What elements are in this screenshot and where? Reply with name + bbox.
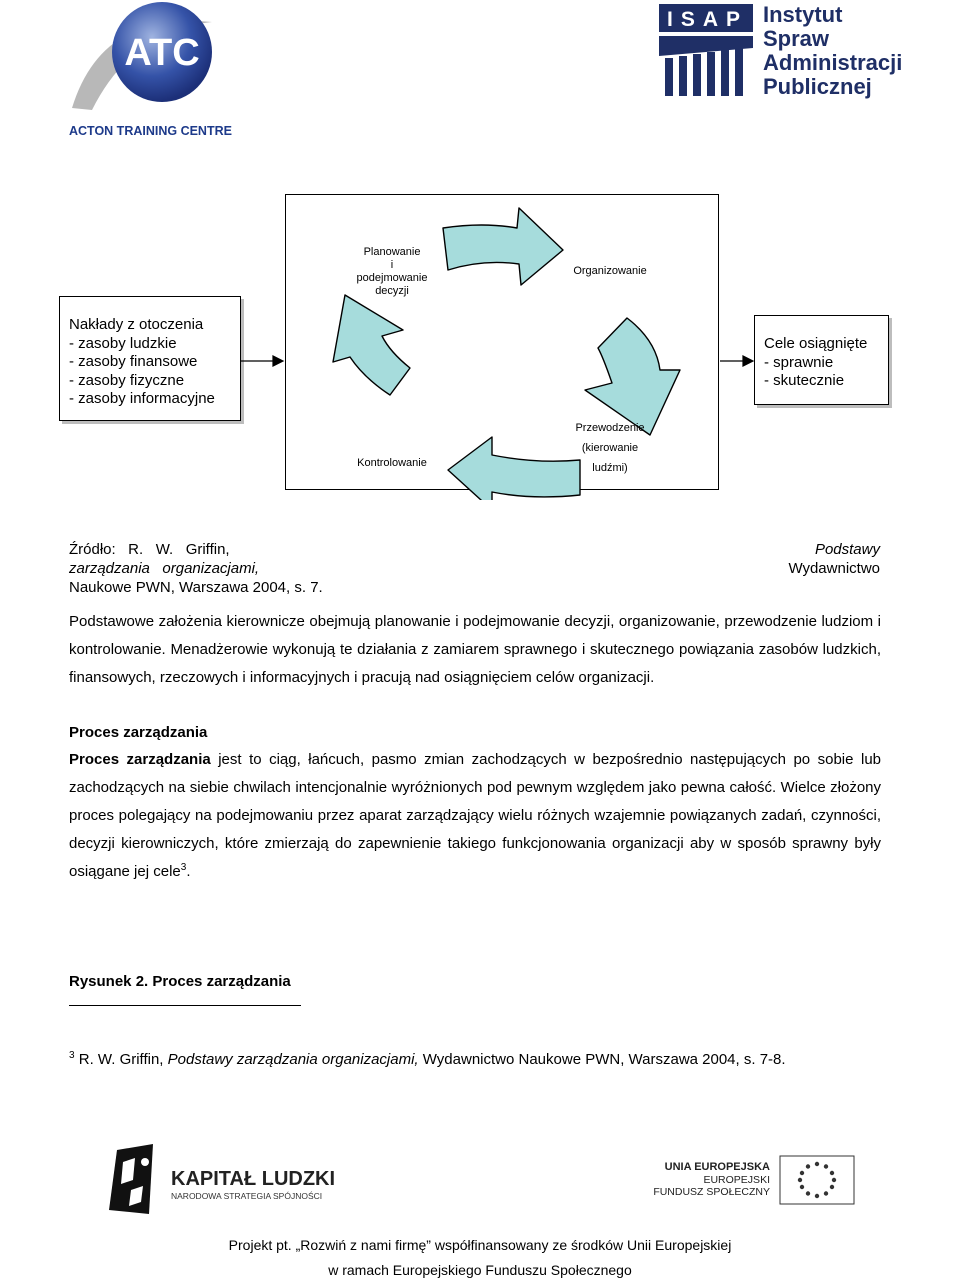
eu-logo [640, 1150, 860, 1210]
output-connector-arrowhead [743, 356, 753, 366]
source-left [69, 540, 323, 597]
eu-line-1: UNIA EUROPEJSKA [664, 1161, 770, 1173]
source-line-1: Źródło: R. W. Griffin, [69, 541, 230, 558]
source-right-line-1: Podstawy [814, 541, 880, 558]
footer-line-2: w ramach Europejskiego Funduszu Społecznego [328, 1262, 632, 1278]
cycle-arrow-left [333, 295, 410, 395]
paragraph-2-bold-lead: Proces zarządzania [69, 751, 211, 768]
source-line-3: Naukowe PWN, Warszawa 2004, s. 7. [69, 579, 323, 596]
output-line-2: - sprawnie [764, 353, 834, 371]
source-right [788, 540, 880, 578]
diagram-arrows [0, 180, 960, 500]
paragraph-1: Podstawowe założenia kierownicze obejmują planowanie i podejmowanie decyzji, organizowanie, przewodzenie ludziom i kontrolowanie. Menadżerowie wykonują te działania z zamiarem sprawnego i skutecznego powiązania zasobów ludzkich, finansowych, rzeczowych i informacyjnych i pracują nad osiągnięciem celów organizacji. [69, 613, 881, 686]
footnote-ref[interactable]: 3 [180, 862, 187, 873]
footnote: $^3$ R. W. Griffin, Podstawy zarządzania organizacjami, Wydawnictwo Naukowe PWN, Warszawa 2004, s. 7-8. [69, 1050, 786, 1068]
input-connector-arrowhead [273, 356, 283, 366]
atc-logo-text: ATC [124, 32, 200, 74]
isap-line-3: Administracji [763, 50, 903, 75]
source-line-2: zarządzania organizacjami, [69, 560, 260, 577]
isap-line-1: Instytut [763, 2, 843, 27]
isap-logo [655, 0, 925, 104]
eu-line-2: EUROPEJSKI [703, 1174, 770, 1186]
leading-label: Przewodzenie (kierowanie ludźmi) [575, 422, 645, 474]
eu-line-3: FUNDUSZ SPOŁECZNY [653, 1186, 770, 1198]
input-line-5: - zasoby informacyjne [69, 390, 215, 407]
input-line-3: - zasoby finansowe [69, 353, 198, 370]
output-line-1: Cele osiągnięte [764, 335, 868, 352]
input-line-2: - zasoby ludzkie [69, 334, 177, 352]
paragraph-2-text: jest to ciąg, łańcuch, pasmo zmian zachodzących w bezpośrednio następujących po sobie lub zachodzących na siebie chwilach intencjonalnie wyróżnionych pod pewnym względem jako pewna całość. Wielce złożony proces polegający na podejmowaniu przez aparat zarządzający wielu różnych wzajemnie powiązanych zadań, czynności, decyzji kierowniczych, które zmierzają do zapewnienie takiego funkcjonowania organizacji aby w sposób sprawny były osiągane jej cele [69, 751, 881, 880]
footnote-separator [69, 1005, 301, 1006]
planning-label: Planowanie i podejmowanie decyzji [356, 246, 428, 297]
footnote-number: 3 [69, 1050, 75, 1061]
output-line-3: - skutecznie [764, 372, 845, 389]
controlling-label: Kontrolowanie [357, 457, 427, 469]
organizing-label: Organizowanie [573, 265, 647, 277]
kl-title: KAPITAŁ LUDZKI [171, 1168, 336, 1190]
paragraph-2: Proces zarządzania jest to ciąg, łańcuch, pasmo zmian zachodzących w bezpośrednio następujących po sobie lub zachodzących na siebie chwilach intencjonalnie wyróżnionych pod pewnym względem jako pewna całość. Wielce złożony proces polegający na podejmowaniu przez aparat zarządzający wielu różnych wzajemnie powiązanych zadań, czynności, decyzji kierowniczych, które zmierzają do zapewnienie takiego funkcjonowania organizacji aby w sposób sprawny były osiągane jej cele$^3$. [69, 751, 881, 880]
atc-caption: ACTON TRAINING CENTRE [69, 124, 232, 138]
source-right-line-2: Wydawnictwo [788, 560, 880, 577]
section-heading: Proces zarządzania [69, 724, 208, 741]
atc-logo [62, 0, 262, 142]
kapital-ludzki-logo [105, 1140, 365, 1220]
kl-subtitle: NARODOWA STRATEGIA SPÓJNOŚCI [171, 1191, 323, 1201]
isap-letters: ISAP [667, 8, 749, 31]
input-line-1: Nakłady z otoczenia [69, 316, 204, 333]
figure-caption: Rysunek 2. Proces zarządzania [69, 973, 291, 990]
input-line-4: - zasoby fizyczne [69, 371, 185, 389]
footer-line-1: Projekt pt. „Rozwiń z nami firmę” współfinansowany ze środków Unii Europejskiej [228, 1237, 732, 1253]
isap-line-4: Publicznej [763, 74, 872, 99]
cycle-arrow-top [443, 208, 563, 285]
isap-line-2: Spraw [763, 26, 830, 51]
